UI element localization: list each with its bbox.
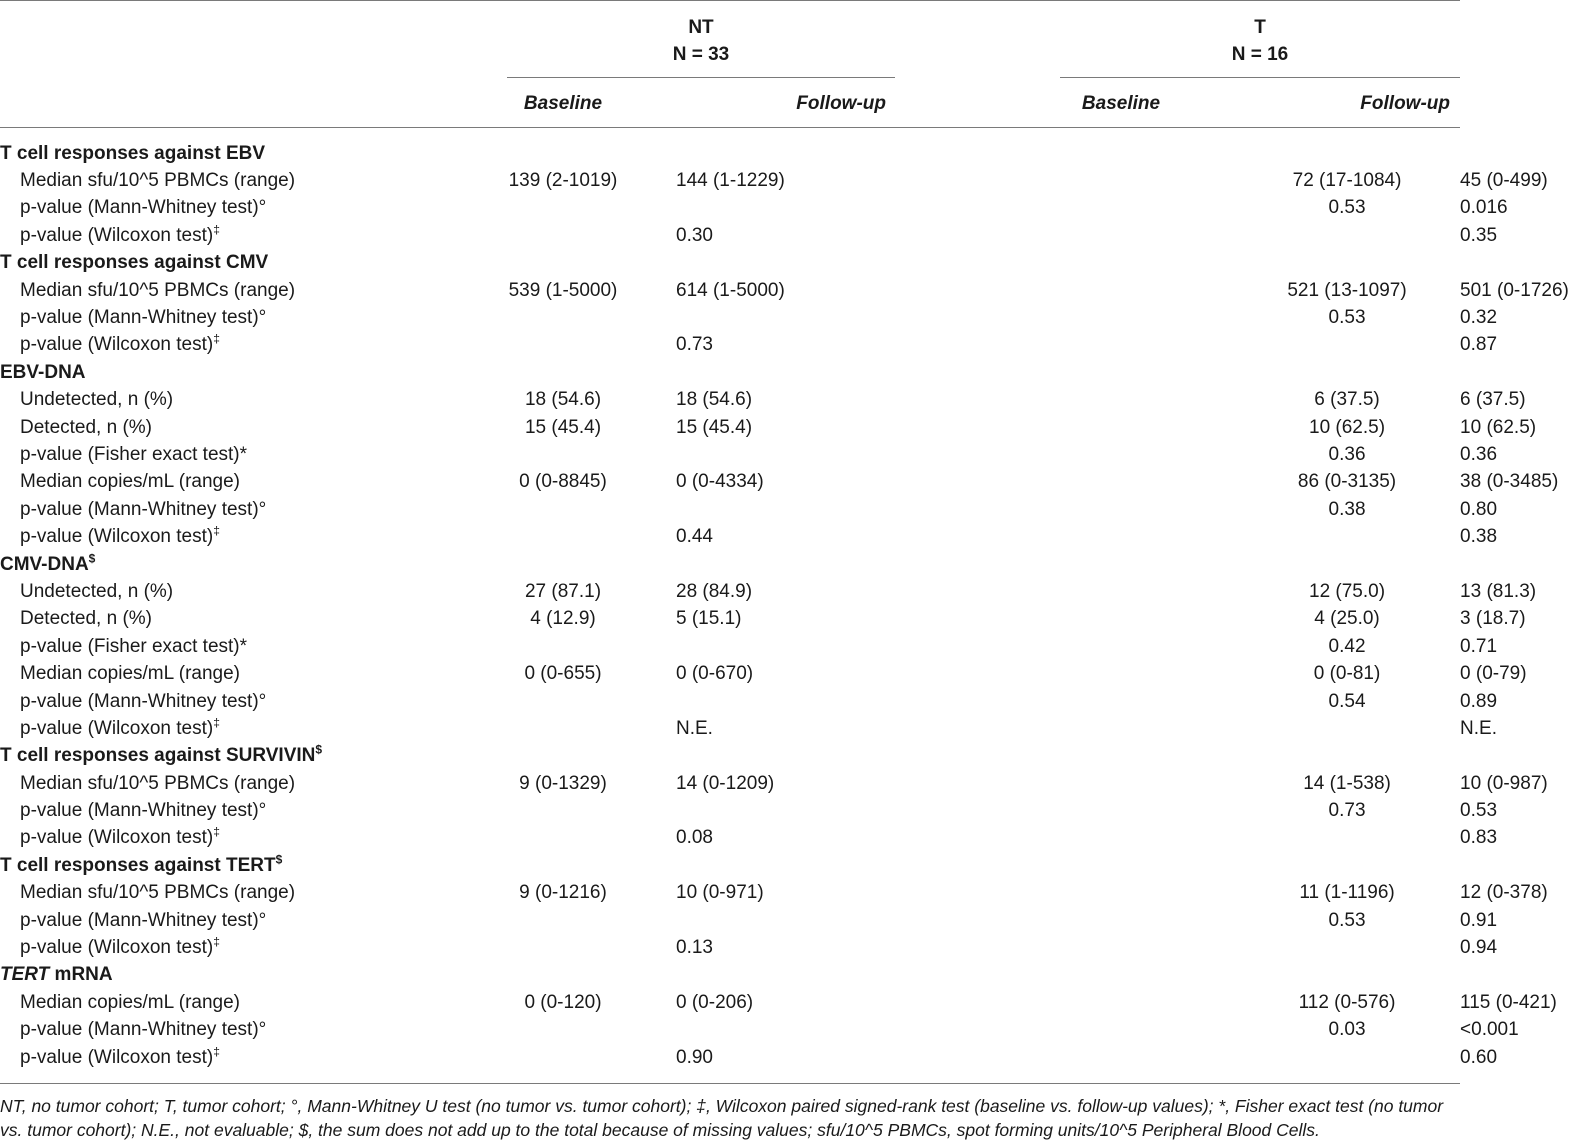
table-row: Detected, n (%) 4 (12.9) 5 (15.1) 4 (25.0) 3 (18.7) [0,606,1460,633]
row-label [0,277,450,304]
cell-nt-baseline: 4 (12.9) [530,608,596,630]
cell-nt-baseline [450,907,676,934]
row-label [0,167,450,194]
cell-nt-baseline [450,496,676,523]
table-row: p-value (Wilcoxon test)‡ 0.08 0.83 [0,825,1460,852]
row-label [0,496,450,523]
table-row: p-value (Fisher exact test)* 0.42 0.71 [0,633,1460,660]
cell-t-baseline [1234,715,1460,742]
row-label-text: Detected, n (%) [20,416,152,438]
row-label-text: Median copies/mL (range) [20,663,241,685]
row-label-text: p-value (Mann-Whitney test)° [20,690,267,712]
row-label-text: p-value (Mann-Whitney test)° [20,800,267,822]
row-label-text: p-value (Mann-Whitney test)° [20,1019,267,1041]
section-header-row [0,962,1460,989]
cell-nt-followup: 10 (0-971) [676,882,764,904]
section-header-row [0,852,1460,879]
group-rule-nt [507,77,895,78]
section-header-row [0,140,1460,167]
row-label [0,1044,450,1071]
table-row: Median copies/mL (range) 0 (0-655) 0 (0-670) 0 (0-81) 0 (0-79) [0,660,1460,687]
cell-t-baseline: 10 (62.5) [1309,416,1386,438]
footnote-marker: $ [275,852,283,867]
footnote-marker: ‡ [213,825,220,840]
table-row: p-value (Mann-Whitney test)° 0.73 0.53 [0,797,1460,824]
cell-nt-followup: 144 (1-1229) [676,170,785,192]
cell-nt-followup [676,441,1234,468]
row-label [0,715,450,742]
table-row: p-value (Wilcoxon test)‡ 0.44 0.38 [0,523,1460,550]
cell-nt-followup: 5 (15.1) [676,608,742,630]
cell-nt-baseline: 0 (0-120) [524,991,602,1013]
section-title-text: T cell responses against SURVIVIN [0,745,316,767]
cell-t-baseline [1234,523,1460,550]
row-label-text: Median sfu/10^5 PBMCs (range) [20,170,296,192]
cell-nt-followup: 18 (54.6) [676,389,753,411]
group-header-nt [507,14,895,68]
row-label [0,825,450,852]
table-row: p-value (Fisher exact test)* 0.36 0.36 [0,441,1460,468]
row-label [0,578,450,605]
cell-nt-followup: 15 (45.4) [676,416,753,438]
table-row: p-value (Mann-Whitney test)° 0.53 0.016 [0,195,1460,222]
cell-nt-followup [676,688,1234,715]
footnote-marker: ‡ [213,332,220,347]
table-row: Median copies/mL (range) 0 (0-120) 0 (0-206) 112 (0-576) 115 (0-421) [0,989,1460,1016]
section-title-text: EBV-DNA [0,361,86,383]
cell-nt-baseline [450,715,676,742]
cell-nt-followup: 0 (0-206) [676,991,754,1013]
row-label-text: p-value (Wilcoxon test) [20,334,214,356]
cell-t-baseline: 0 (0-81) [1313,663,1381,685]
row-label-text: p-value (Mann-Whitney test)° [20,909,267,931]
cell-t-baseline: 72 (17-1084) [1292,170,1402,192]
cell-t-baseline: 0.54 [1328,690,1366,712]
footnote-marker: $ [315,742,323,757]
table-row: Median copies/mL (range) 0 (0-8845) 0 (0-4334) 86 (0-3135) 38 (0-3485) [0,469,1460,496]
cell-nt-baseline [450,222,676,249]
table-row: p-value (Wilcoxon test)‡ 0.30 0.35 [0,222,1460,249]
cell-nt-followup: 0.30 [676,224,713,246]
row-label [0,606,450,633]
cell-nt-followup: 14 (0-1209) [676,772,775,794]
cell-t-baseline: 521 (13-1097) [1287,279,1407,301]
row-label [0,387,450,414]
cell-nt-followup [676,907,1234,934]
row-label-text: p-value (Wilcoxon test) [20,937,214,959]
cell-nt-followup [676,195,1234,222]
table-row: Undetected, n (%) 27 (87.1) 28 (84.9) 12 (75.0) 13 (81.3) [0,578,1460,605]
group-name: NT [688,17,714,38]
row-label [0,304,450,331]
subheader-nt-followup: Follow-up [796,93,886,114]
row-label-text: Median sfu/10^5 PBMCs (range) [20,772,296,794]
cell-nt-followup: 0.90 [676,1046,713,1068]
cell-nt-followup: 0.08 [676,827,713,849]
cell-t-baseline [1234,222,1460,249]
cell-t-baseline [1234,934,1460,961]
group-header-t [1060,14,1460,68]
row-label [0,469,450,496]
cell-t-baseline: 0.36 [1328,443,1366,465]
group-rule-t [1060,77,1460,78]
cell-nt-followup: N.E. [676,717,713,739]
row-label-text: Median sfu/10^5 PBMCs (range) [20,279,296,301]
subheader-t-baseline: Baseline [1081,93,1161,114]
table-row: p-value (Mann-Whitney test)° 0.53 0.32 [0,304,1460,331]
row-label [0,934,450,961]
cell-t-baseline: 0.53 [1328,197,1366,219]
cell-nt-baseline [450,825,676,852]
cell-nt-followup [676,1017,1234,1044]
cell-nt-baseline: 18 (54.6) [524,389,602,411]
row-label-text: Undetected, n (%) [20,580,174,602]
cell-t-baseline: 0.53 [1328,909,1366,931]
table-row: p-value (Wilcoxon test)‡ 0.13 0.94 [0,934,1460,961]
cell-t-baseline: 0.73 [1328,800,1366,822]
table-row: Median sfu/10^5 PBMCs (range) 539 (1-5000) 614 (1-5000) 521 (13-1097) 501 (0-1726) [0,277,1460,304]
cell-t-baseline: 14 (1-538) [1303,772,1391,794]
row-label-text: p-value (Wilcoxon test) [20,827,214,849]
cell-nt-baseline [450,332,676,359]
row-label-text: Detected, n (%) [20,608,152,630]
cell-nt-baseline [450,1044,676,1071]
section-header-row [0,551,1460,578]
section-header-row [0,359,1460,386]
footnote-marker: ‡ [213,934,220,949]
cell-nt-baseline: 9 (0-1329) [519,772,607,794]
cell-nt-baseline: 27 (87.1) [524,580,602,602]
row-label-text: Median copies/mL (range) [20,991,241,1013]
section-title [0,962,1460,989]
section-title-text: CMV-DNA [0,553,89,575]
section-title [0,743,1460,770]
cell-t-baseline: 6 (37.5) [1314,389,1380,411]
cell-nt-followup [676,304,1234,331]
row-label-text: p-value (Wilcoxon test) [20,717,214,739]
cell-nt-baseline [450,688,676,715]
row-label [0,332,450,359]
row-label-text: p-value (Wilcoxon test) [20,224,214,246]
cell-nt-baseline [450,304,676,331]
row-label-text: Median sfu/10^5 PBMCs (range) [20,882,296,904]
group-n: N = 33 [672,44,730,65]
section-title [0,250,1460,277]
row-label [0,880,450,907]
table-row: p-value (Wilcoxon test)‡ N.E. N.E. [0,715,1460,742]
cell-nt-followup [676,633,1234,660]
section-title-text: T cell responses against CMV [0,252,269,274]
subheader-nt-baseline: Baseline [523,93,603,114]
cell-nt-baseline: 15 (45.4) [524,416,602,438]
cell-nt-followup: 0 (0-4334) [676,471,764,493]
table-row: Detected, n (%) 15 (45.4) 15 (45.4) 10 (62.5) 10 (62.5) [0,414,1460,441]
cell-nt-followup: 0.73 [676,334,713,356]
section-title [0,852,1460,879]
table-bottom-rule [0,1083,1460,1084]
table-row: p-value (Mann-Whitney test)° 0.38 0.80 [0,496,1460,523]
row-label [0,688,450,715]
row-label [0,989,450,1016]
table-top-rule [0,0,1460,1]
row-label [0,1017,450,1044]
cell-nt-baseline [450,441,676,468]
cell-t-baseline: 0.42 [1328,635,1366,657]
cell-t-baseline [1234,332,1460,359]
row-label [0,797,450,824]
table-row: p-value (Mann-Whitney test)° 0.53 0.91 [0,907,1460,934]
row-label-text: p-value (Mann-Whitney test)° [20,498,267,520]
cell-t-baseline: 0.03 [1328,1019,1366,1041]
cell-nt-followup: 0.13 [676,937,713,959]
header-bottom-rule [0,127,1460,128]
cell-t-baseline [1234,825,1460,852]
cell-nt-baseline [450,934,676,961]
cell-nt-baseline [450,523,676,550]
cell-nt-baseline: 9 (0-1216) [519,882,607,904]
table-row: Median sfu/10^5 PBMCs (range) 139 (2-1019) 144 (1-1229) 72 (17-1084) 45 (0-499) [0,167,1460,194]
cell-nt-baseline: 0 (0-8845) [519,471,607,493]
row-label-text: p-value (Wilcoxon test) [20,1046,214,1068]
cell-t-baseline: 11 (1-1196) [1299,882,1395,904]
cell-nt-baseline [450,195,676,222]
row-label-text: p-value (Wilcoxon test) [20,526,214,548]
cell-nt-baseline: 139 (2-1019) [508,170,618,192]
section-header-row [0,743,1460,770]
table-row: p-value (Mann-Whitney test)° 0.03 <0.001 [0,1017,1460,1044]
cell-nt-followup [676,797,1234,824]
cell-t-baseline: 112 (0-576) [1298,991,1396,1013]
cell-t-baseline [1234,1044,1460,1071]
cell-nt-followup: 0.44 [676,526,713,548]
table-footnote: NT, no tumor cohort; T, tumor cohort; °, Mann-Whitney U test (no tumor vs. tumor cohort); ‡, Wilcoxon paired signed-rank test (baseline vs. follow-up values); *, Fisher exact test (no tumor vs. tumor cohort); N.E., not evaluable; $, the sum does not add up to the total because of missing values; sfu/10^5 PBMCs, spot forming units/10^5 Peripheral Blood Cells. [0,1096,1444,1140]
table-row: p-value (Wilcoxon test)‡ 0.73 0.87 [0,332,1460,359]
footnote-marker: ‡ [213,523,220,538]
subheader-t-followup: Follow-up [1360,93,1450,114]
section-title [0,359,1460,386]
cell-nt-followup: 614 (1-5000) [676,279,785,301]
footnote-marker: ‡ [213,1044,220,1059]
row-label [0,633,450,660]
cell-nt-baseline: 539 (1-5000) [508,279,618,301]
cell-t-baseline: 86 (0-3135) [1297,471,1397,493]
footnote-marker: ‡ [213,715,220,730]
row-label [0,523,450,550]
cell-nt-followup: 28 (84.9) [676,580,753,602]
row-label-text: p-value (Mann-Whitney test)° [20,307,267,329]
section-title-rest: mRNA [49,964,113,986]
row-label [0,441,450,468]
section-title [0,551,1460,578]
row-label [0,222,450,249]
cell-nt-baseline [450,633,676,660]
row-label-text: Median copies/mL (range) [20,471,241,493]
section-header-row [0,250,1460,277]
row-label [0,195,450,222]
footnote-marker: $ [88,551,96,566]
row-label [0,907,450,934]
table-row: Median sfu/10^5 PBMCs (range) 9 (0-1329) 14 (0-1209) 14 (1-538) 10 (0-987) [0,770,1460,797]
section-title-text: T cell responses against TERT [0,854,276,876]
row-label-text: p-value (Fisher exact test)* [20,443,248,465]
row-label [0,414,450,441]
cell-t-baseline: 0.53 [1328,307,1366,329]
group-n: N = 16 [1231,44,1289,65]
cell-nt-followup [676,496,1234,523]
results-table-body [0,140,1569,1071]
table-row: p-value (Mann-Whitney test)° 0.54 0.89 [0,688,1460,715]
row-label-text: p-value (Mann-Whitney test)° [20,197,267,219]
section-title [0,140,1460,167]
cell-t-baseline: 4 (25.0) [1314,608,1380,630]
cell-nt-baseline [450,1017,676,1044]
table-row: p-value (Wilcoxon test)‡ 0.90 0.60 [0,1044,1460,1071]
cell-nt-baseline [450,797,676,824]
footnote-marker: ‡ [213,222,220,237]
results-table [0,140,1569,1071]
table-row: Median sfu/10^5 PBMCs (range) 9 (0-1216) 10 (0-971) 11 (1-1196) 12 (0-378) [0,880,1460,907]
section-title-text: T cell responses against EBV [0,142,266,164]
row-label [0,660,450,687]
cell-nt-followup: 0 (0-670) [676,663,754,685]
table-row: Undetected, n (%) 18 (54.6) 18 (54.6) 6 (37.5) 6 (37.5) [0,387,1460,414]
group-name: T [1254,17,1266,38]
cell-t-baseline: 12 (75.0) [1309,580,1386,602]
cell-t-baseline: 0.38 [1328,498,1366,520]
section-title-italic: TERT [0,964,50,986]
row-label-text: Undetected, n (%) [20,389,174,411]
cell-nt-baseline: 0 (0-655) [524,663,602,685]
row-label [0,770,450,797]
row-label-text: p-value (Fisher exact test)* [20,635,248,657]
